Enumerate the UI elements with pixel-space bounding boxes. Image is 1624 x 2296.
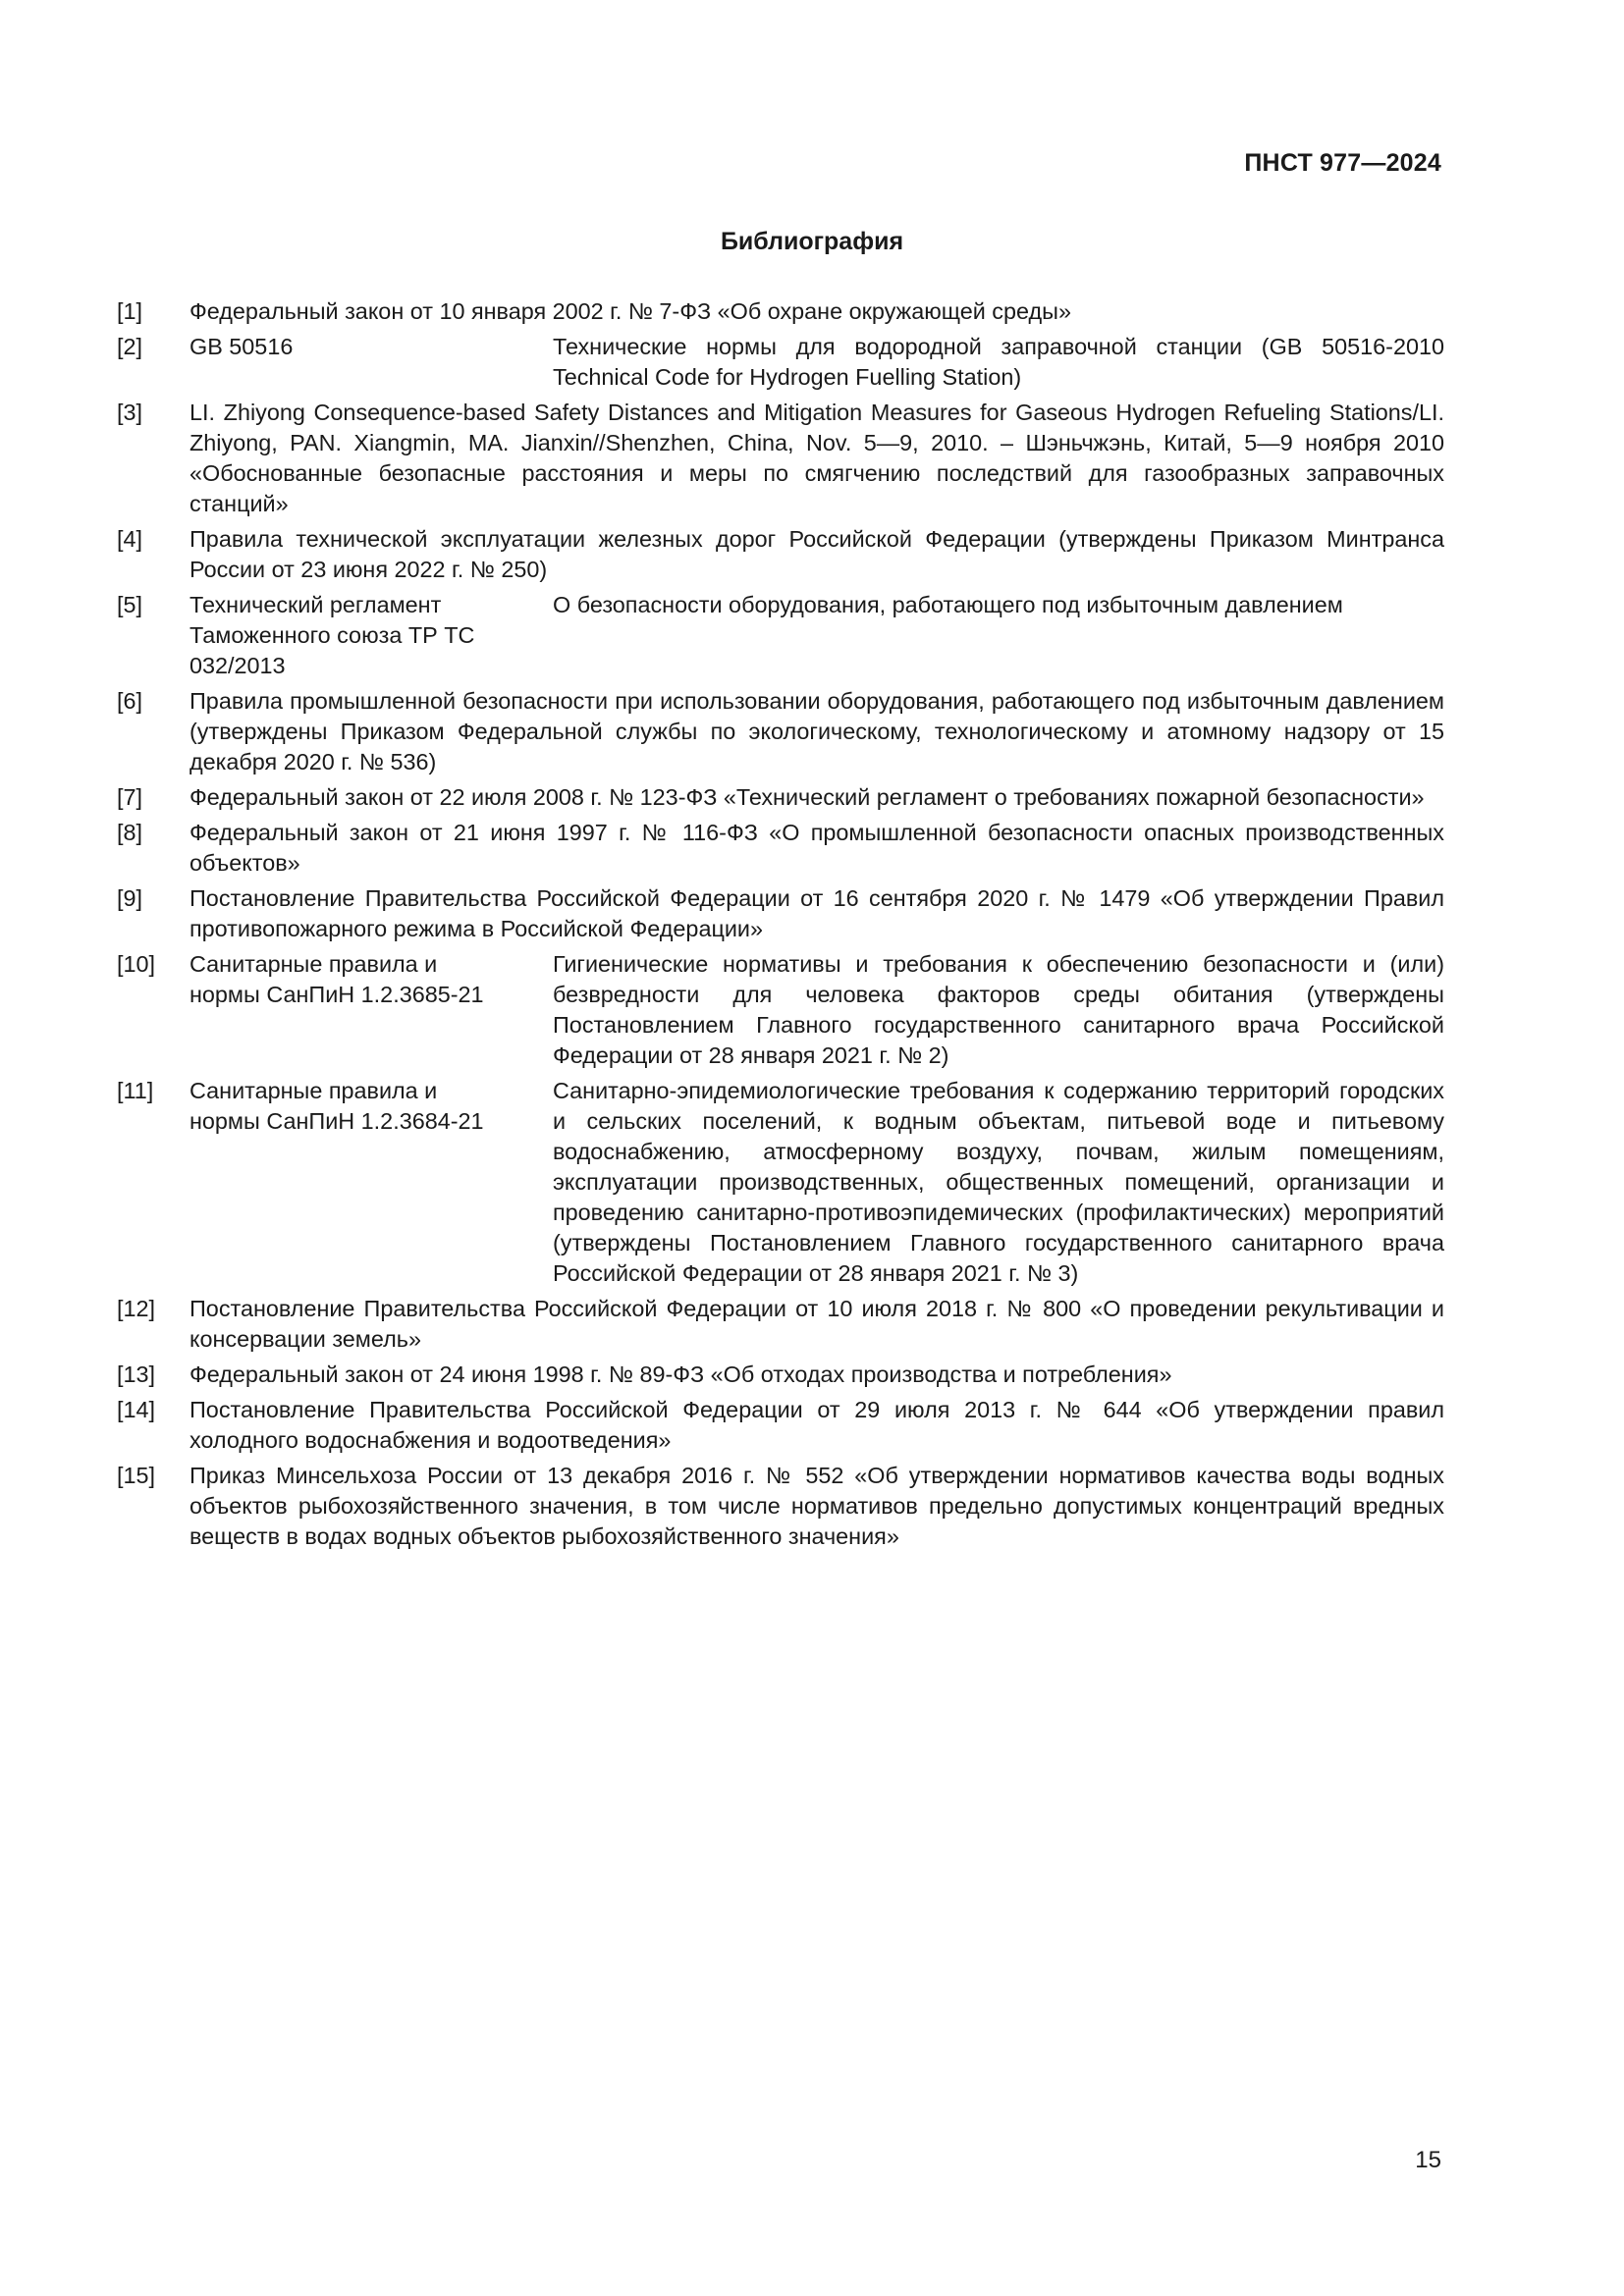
entry-number: [9]: [117, 885, 143, 911]
bibliography-entry: [117, 1076, 1444, 1289]
entry-designation: Технический регламент Таможенного союза ТР ТС 032/2013: [189, 592, 475, 678]
entry-title: О безопасности оборудования, работающего под избыточным давлением: [553, 592, 1343, 617]
bibliography-entry: [117, 949, 1444, 1071]
entry-number: [1]: [117, 298, 143, 324]
bibliography-entry: [117, 883, 1444, 944]
page-number: 15: [1415, 2147, 1441, 2173]
entry-title: Санитарно-эпидемиологические требования к содержанию территорий городских и сельских поселений, к водным объектам, питьевой воде и питьевому водоснабжению, атмосферному воздуху, почвам, жилым помещениям, эксплуатации производственных, общественных помещений, организации и проведению санитарно-противоэпидемических (профилактических) мероприятий (утверждены Постановлением Главного государственного санитарного врача Российской Федерации от 28 января 2021 г. № 3): [553, 1078, 1444, 1286]
bibliography-entry: [117, 296, 1444, 327]
bibliography-entry: [117, 1461, 1444, 1552]
bibliography-entry: [117, 1395, 1444, 1456]
entry-text: Федеральный закон от 10 января 2002 г. № 7-ФЗ «Об охране окружающей среды»: [189, 298, 1071, 324]
entry-text: Правила промышленной безопасности при использовании оборудования, работающего под избыточным давлением (утверждены Приказом Федеральной службы по экологическому, технологическому и атомному надзору от 15 декабря 2020 г. № 536): [189, 688, 1444, 774]
page-title: Библиография: [720, 228, 904, 255]
entry-number: [10]: [117, 951, 156, 977]
bibliography-entry: [117, 332, 1444, 393]
entry-number: [3]: [117, 400, 143, 425]
bibliography-entry: [117, 1294, 1444, 1355]
entry-text: Приказ Минсельхоза России от 13 декабря 2016 г. № 552 «Об утверждении нормативов качества воды водных объектов рыбохозяйственного значения, в том числе нормативов предельно допустимых концентраций вредных веществ в водах водных объектов рыбохозяйственного значения»: [189, 1463, 1444, 1549]
entry-number: [12]: [117, 1296, 156, 1321]
bibliography-entry: [117, 782, 1444, 813]
bibliography-entry: [117, 590, 1444, 681]
entry-number: [13]: [117, 1362, 156, 1387]
bibliography-list: [117, 296, 1444, 1557]
entry-number: [2]: [117, 334, 143, 359]
entry-designation: GB 50516: [189, 334, 294, 359]
entry-text: Постановление Правительства Российской Федерации от 29 июля 2013 г. № 644 «Об утверждении правил холодного водоснабжения и водоотведения»: [189, 1397, 1444, 1453]
entry-designation: Санитарные правила и нормы СанПиН 1.2.3684-21: [189, 1078, 484, 1134]
bibliography-entry: [117, 1360, 1444, 1390]
bibliography-entry: [117, 818, 1444, 879]
entry-title: Гигиенические нормативы и требования к обеспечению безопасности и (или) безвредности для человека факторов среды обитания (утверждены Постановлением Главного государственного санитарного врача Российской Федерации от 28 января 2021 г. № 2): [553, 951, 1444, 1068]
entry-text: Постановление Правительства Российской Федерации от 10 июля 2018 г. № 800 «О проведении рекультивации и консервации земель»: [189, 1296, 1444, 1352]
entry-number: [15]: [117, 1463, 156, 1488]
entry-text: Федеральный закон от 21 июня 1997 г. № 116-ФЗ «О промышленной безопасности опасных производственных объектов»: [189, 820, 1444, 876]
entry-text: Правила технической эксплуатации железных дорог Российской Федерации (утверждены Приказом Минтранса России от 23 июня 2022 г. № 250): [189, 526, 1444, 582]
entry-number: [14]: [117, 1397, 156, 1422]
entry-number: [7]: [117, 784, 143, 810]
entry-number: [8]: [117, 820, 143, 845]
entry-number: [6]: [117, 688, 143, 714]
bibliography-entry: [117, 686, 1444, 777]
entry-number: [5]: [117, 592, 143, 617]
entry-text: Постановление Правительства Российской Федерации от 16 сентября 2020 г. № 1479 «Об утверждении Правил противопожарного режима в Российской Федерации»: [189, 885, 1444, 941]
entry-number: [11]: [117, 1078, 154, 1103]
entry-text: LI. Zhiyong Consequence-based Safety Distances and Mitigation Measures for Gaseous Hydrogen Refueling Stations/LI. Zhiyong, PAN. Xiangmin, MA. Jianxin//Shenzhen, China, Nov. 5—9, 2010. – Шэньчжэнь, Китай, 5—9 ноября 2010 «Обоснованные безопасные расстояния и меры по смягчению последствий для газообразных заправочных станций»: [189, 400, 1444, 516]
entry-number: [4]: [117, 526, 143, 552]
entry-text: Федеральный закон от 22 июля 2008 г. № 123-ФЗ «Технический регламент о требованиях пожарной безопасности»: [189, 784, 1425, 810]
bibliography-entry: [117, 398, 1444, 519]
document-standard-number: ПНСТ 977—2024: [1244, 149, 1441, 177]
entry-text: Федеральный закон от 24 июня 1998 г. № 89-ФЗ «Об отходах производства и потребления»: [189, 1362, 1172, 1387]
entry-designation: Санитарные правила и нормы СанПиН 1.2.3685-21: [189, 951, 484, 1007]
bibliography-entry: [117, 524, 1444, 585]
entry-title: Технические нормы для водородной заправочной станции (GB 50516-2010 Technical Code for Hydrogen Fuelling Station): [553, 334, 1444, 390]
